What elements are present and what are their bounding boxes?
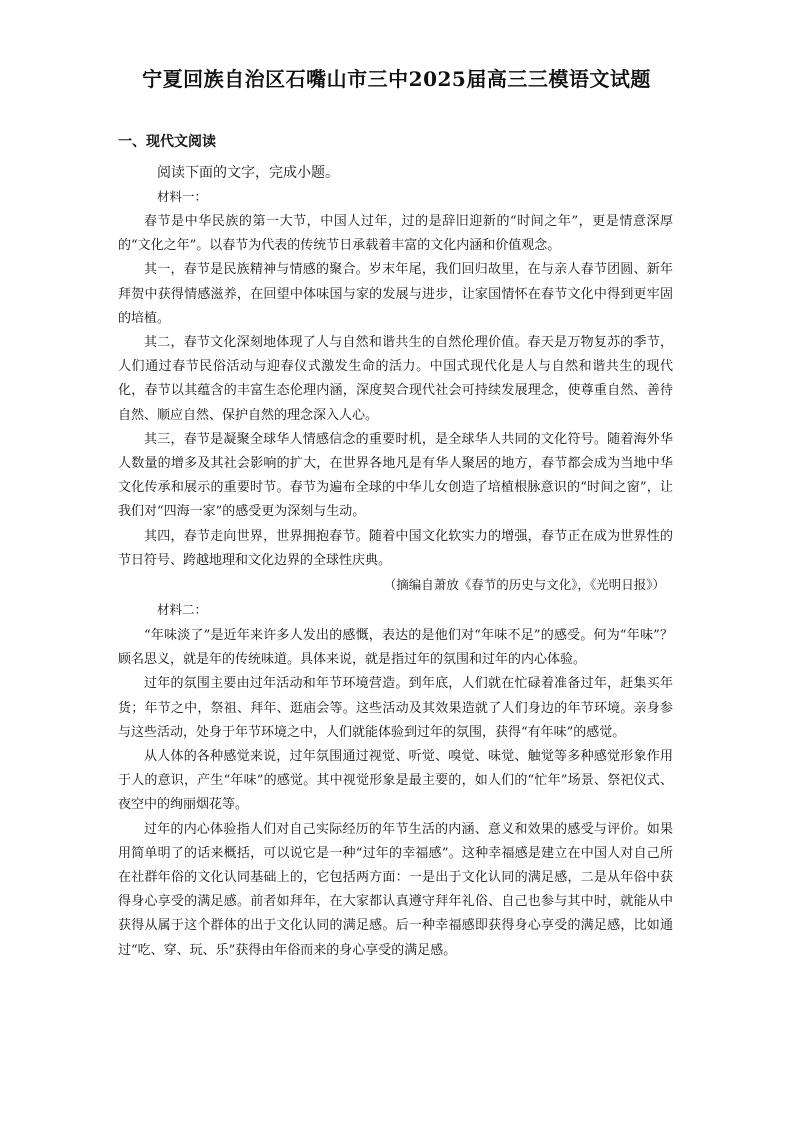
material2-paragraph: 从人体的各种感觉来说，过年氛围通过视觉、听觉、嗅觉、味觉、触觉等多种感觉形象作用于人的意识，产生“年味”的感觉。其中视觉形象是最主要的，如人们的“忙年”场景、祭祀仪式、夜空中的绚丽烟花等。 [118,749,673,813]
material2-paragraph: “年味淡了”是近年来许多人发出的感慨，表达的是他们对“年味不足”的感受。何为“年味”？顾名思义，就是年的传统味道。具体来说，就是指过年的氛围和过年的内心体验。 [118,628,673,668]
material1-paragraph: 其一，春节是民族精神与情感的聚合。岁末年尾，我们回归故里，在与亲人春节团圆、新年拜贺中获得情感滋养，在回望中体味国与家的发展与进步，让家国情怀在春节文化中得到更牢固的培植。 [118,262,673,326]
material1-label: 材料一： [157,189,208,204]
material1-paragraph: 其三，春节是凝聚全球华人情感信念的重要时机，是全球华人共同的文化符号。随着海外华人数量的增多及其社会影响的扩大，在世界各地凡是有华人聚居的地方，春节都会成为当地中华文化传承和展示的重要时节。春节为遍布全球的中华儿女创造了培植根脉意识的“时间之窗”，让我们对“四海一家”的感受更为深刻与生动。 [118,431,673,520]
material1-paragraph: 其四，春节走向世界，世界拥抱春节。随着中国文化软实力的增强，春节正在成为世界性的节日符号、跨越地理和文化边界的全球性庆典。 [118,528,673,568]
material2-paragraph: 过年的氛围主要由过年活动和年节环境营造。到年底，人们就在忙碌着准备过年，赶集买年货；年节之中，祭祖、拜年、逛庙会等。这些活动及其效果造就了人们身边的年节环境。亲身参与这些活动，处身于年节环境之中，人们就能体验到过年的氛围，获得“有年味”的感觉。 [118,676,673,740]
material2-label: 材料二： [157,602,208,617]
material1-paragraph: 其二，春节文化深刻地体现了人与自然和谐共生的自然伦理价值。春天是万物复苏的季节，人们通过春节民俗活动与迎春仪式激发生命的活力。中国式现代化是人与自然和谐共生的现代化，春节以其蕴含的丰富生态伦理内涵，深度契合现代社会可持续发展理念，使尊重自然、善待自然、顺应自然、保护自然的理念深入人心。 [118,335,673,423]
material1-source: （摘编自萧放《春节的历史与文化》，《光明日报》） [383,577,665,592]
instruction-text: 阅读下面的文字，完成小题。 [157,165,339,181]
material2-body [118,624,673,963]
page-title: 宁夏回族自治区石嘴山市三中2025届高三三模语文试题 [142,67,651,91]
material1-body [118,210,673,573]
material1-paragraph: 春节是中华民族的第一大节，中国人过年，过的是辞旧迎新的“时间之年”，更是情意深厚的“文化之年”。以春节为代表的传统节日承载着丰富的文化内涵和价值观念。 [118,214,673,254]
material2-paragraph: 过年的内心体验指人们对自己实际经历的年节生活的内涵、意义和效果的感受与评价。如果用简单明了的话来概括，可以说它是一种“过年的幸福感”。这种幸福感是建立在中国人对自己所在社群年俗的文化认同基础上的，它包括两方面：一是出于文化认同的满足感，二是从年俗中获得身心享受的满足感。前者如拜年，在大家都认真遵守拜年礼俗、自己也参与其中时，就能从中获得从属于这个群体的出于文化认同的满足感。后一种幸福感即获得身心享受的满足感，比如通过“吃、穿、玩、乐”获得由年俗而来的身心享受的满足感。 [118,821,673,958]
section-heading: 一、现代文阅读 [118,134,216,150]
